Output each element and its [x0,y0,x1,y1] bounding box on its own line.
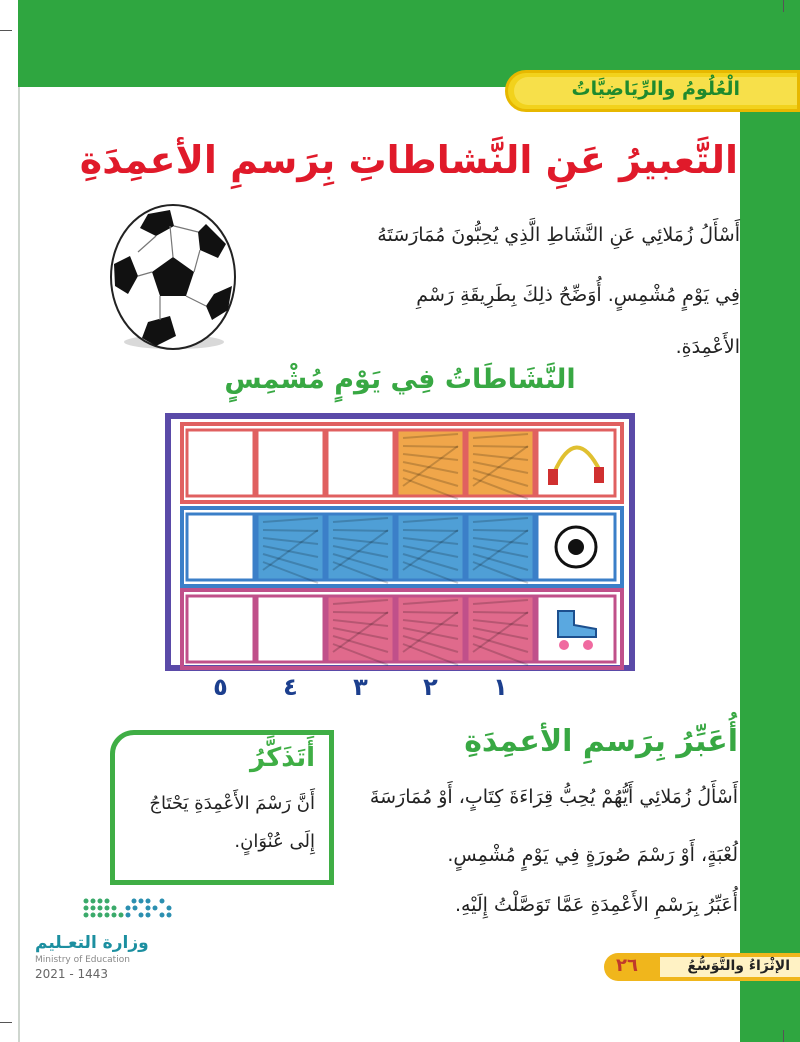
x-tick-label: ٣ [353,673,368,701]
chart-empty-cell [257,596,324,662]
right-green-band [740,87,800,1042]
x-tick-label: ١ [493,673,508,701]
x-tick-label: ٤ [283,673,298,701]
skate-wheel-icon [583,640,593,650]
express-line: أُعَبِّرُ بِرَسْمِ الأَعْمِدَةِ عَمَّا تَوَصَّلْتُ إِلَيْهِ. [454,894,738,916]
remember-box [110,730,334,885]
intro-line: الأَعْمِدَةِ. [675,336,740,358]
jump-rope-icon-cell [537,430,615,496]
remember-line: إِلَى عُنْوَانٍ. [234,831,315,852]
ministry-year: 2021 - 1443 [35,967,109,981]
crayon-stroke [473,530,528,531]
rope-handle-icon [594,467,604,483]
crayon-stroke [473,446,528,447]
crop-mark [0,30,12,31]
crop-mark [783,1030,784,1042]
express-line: أَسْأَلُ زُمَلائِي أَيُّهُمْ يُحِبُّ قِرَاءَةَ كِتَابٍ، أَوْ مُمَارَسَةَ [369,786,738,808]
x-tick-label: ٢ [423,673,438,701]
left-margin-line [18,87,20,1042]
page-number: ٢٦ [616,955,638,976]
ministry-name-en: Ministry of Education [35,955,130,965]
footer-label: الإثْرَاءُ والتَّوَسُّعُ [687,958,790,974]
remember-line: أَنَّ رَسْمَ الأَعْمِدَةِ يَحْتَاجُ [149,793,315,814]
crayon-stroke [333,530,388,531]
x-tick-label: ٥ [213,673,228,701]
remember-title: أَتَذَكَّرُ [250,743,315,773]
skate-wheel-icon [559,640,569,650]
crayon-stroke [333,612,388,613]
crop-mark [783,0,784,12]
crayon-stroke [403,530,458,531]
express-heading: أُعَبِّرُ بِرَسمِ الأعمِدَةِ [464,724,738,759]
chart-empty-cell [257,430,324,496]
activities-bar-chart [160,410,640,680]
page-title: التَّعبيرُ عَنِ النَّشاطاتِ بِرَسمِ الأعمِدَةِ [79,138,738,182]
crayon-stroke [403,446,458,447]
x-axis-ticks [160,673,640,703]
ministry-logo-icon [78,893,174,923]
chart-empty-cell [187,514,254,580]
crayon-stroke [403,612,458,613]
ministry-name-ar: وزارة التعـليم [35,933,149,953]
section-title: الْعُلُومُ والرِّيَاضِيَّاتُ [571,78,740,100]
chart-title: النَّشَاطَاتُ فِي يَوْمٍ مُشْمِسٍ [224,364,576,395]
intro-line: أَسْأَلُ زُمَلائِي عَنِ النَّشَاطِ الَّذِي يُحِبُّونَ مُمَارَسَتَهُ [377,224,740,246]
soccer-ball-illustration [108,202,238,352]
crayon-stroke [263,530,318,531]
intro-line: فِي يَوْمٍ مُشْمِسٍ. أُوَضِّحُ ذلِكَ بِطَرِيقَةِ رَسْمِ [416,284,740,306]
chart-empty-cell [327,430,394,496]
chart-empty-cell [187,596,254,662]
chart-empty-cell [187,430,254,496]
express-line: لُعْبَةٍ، أَوْ رَسْمَ صُورَةٍ فِي يَوْمٍ مُشْمِسٍ. [447,844,738,866]
rope-handle-icon [548,469,558,485]
football-patch-icon [568,539,584,555]
crop-mark [0,1022,12,1023]
crayon-stroke [473,612,528,613]
